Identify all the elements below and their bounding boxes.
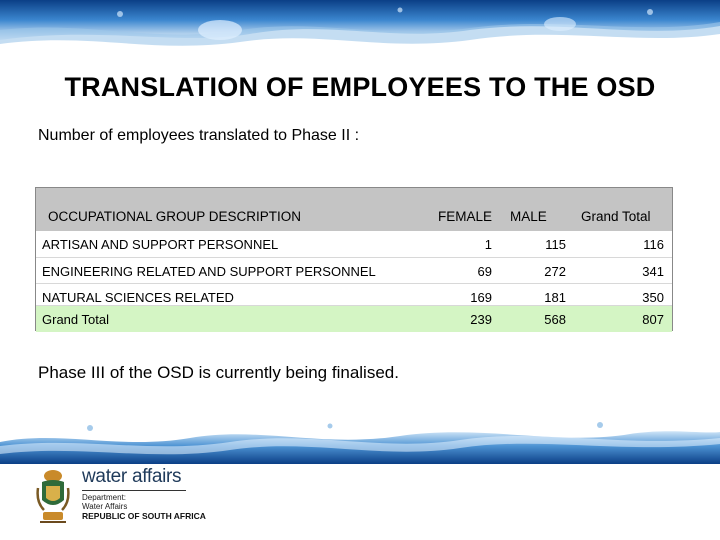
employee-table — [35, 187, 673, 331]
subtitle: Number of employees translated to Phase II : — [38, 127, 360, 144]
department-line2: Water Affairs — [82, 502, 128, 511]
row-female: 169 — [470, 290, 492, 305]
department-line1: Department: — [82, 493, 127, 502]
grand-total-total: 807 — [642, 312, 664, 327]
brand-divider — [82, 490, 186, 491]
row-male: 115 — [545, 237, 566, 252]
brand-block — [82, 466, 206, 521]
page-title: TRANSLATION OF EMPLOYEES TO THE OSD — [64, 72, 656, 102]
header-grand-total: Grand Total — [581, 209, 651, 224]
grand-total-female: 239 — [470, 312, 492, 327]
table-row — [36, 231, 672, 257]
row-total: 350 — [642, 290, 664, 305]
row-total: 341 — [642, 264, 664, 279]
row-description: NATURAL SCIENCES RELATED — [42, 290, 234, 305]
row-description: ENGINEERING RELATED AND SUPPORT PERSONNEL — [42, 264, 376, 279]
header-male: MALE — [510, 209, 547, 224]
water-banner-bottom — [0, 420, 720, 464]
row-female: 1 — [484, 237, 492, 252]
row-male: 272 — [544, 264, 566, 279]
grand-total-male: 568 — [544, 312, 566, 327]
header-female: FEMALE — [438, 209, 493, 224]
row-male: 181 — [544, 290, 566, 305]
header-description: OCCUPATIONAL GROUP DESCRIPTION — [48, 209, 302, 224]
table-header — [36, 188, 672, 231]
grand-total-label: Grand Total — [42, 312, 109, 327]
table-row-grand-total — [36, 305, 672, 332]
phase-note: Phase III of the OSD is currently being finalised. — [38, 363, 399, 382]
row-female: 69 — [477, 264, 492, 279]
country-name: REPUBLIC OF SOUTH AFRICA — [82, 511, 206, 521]
water-banner-top — [0, 0, 720, 62]
row-total: 116 — [643, 237, 664, 252]
table-row — [36, 257, 672, 284]
coat-of-arms-logo — [36, 468, 70, 526]
row-description: ARTISAN AND SUPPORT PERSONNEL — [42, 237, 279, 252]
brand-name: water affairs — [82, 466, 182, 487]
